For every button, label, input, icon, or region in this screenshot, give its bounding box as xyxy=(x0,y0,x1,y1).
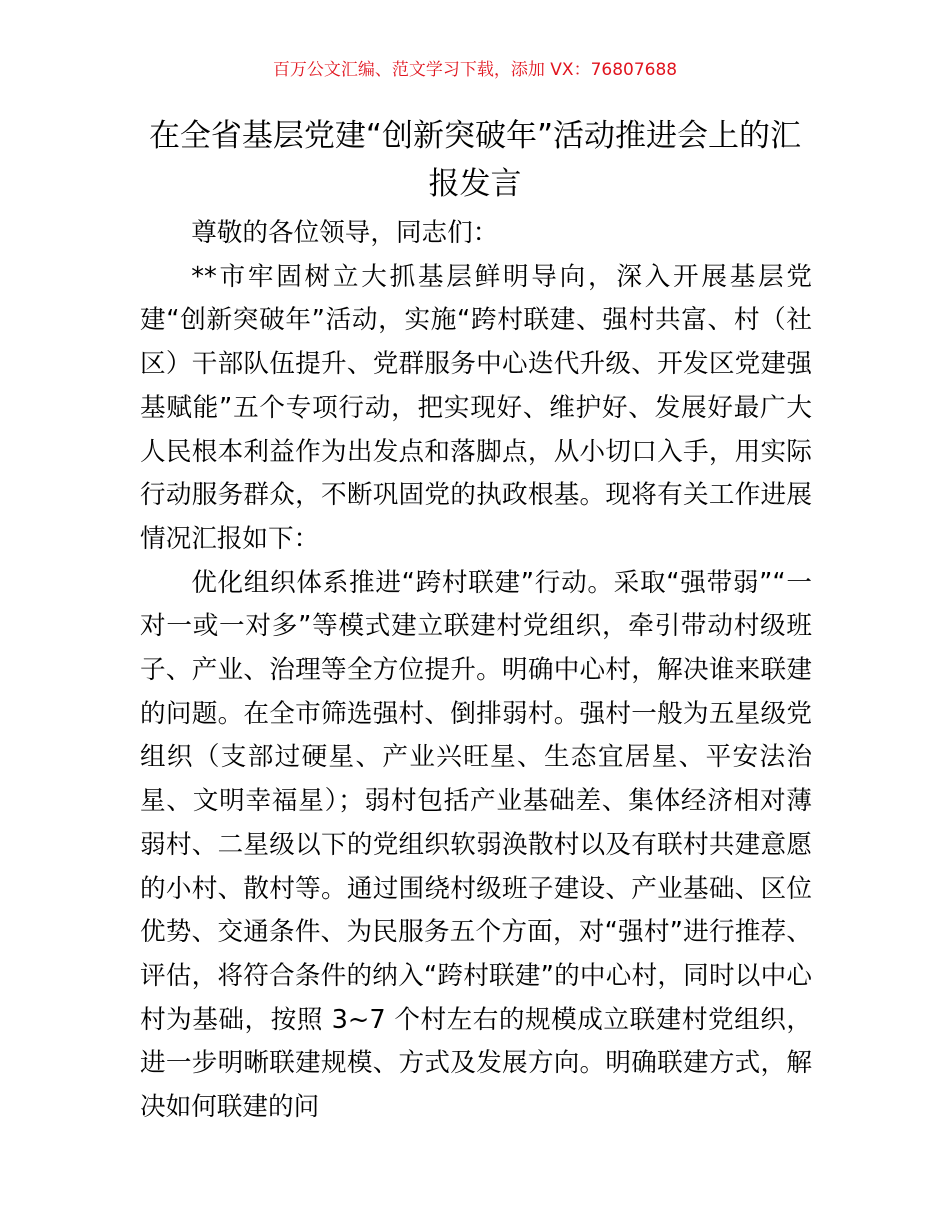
greeting-paragraph: 尊敬的各位领导，同志们： xyxy=(191,218,499,248)
intro-paragraph: **市牢固树立大抓基层鲜明导向，深入开展基层党建“创新突破年”活动，实施“跨村联建、强村共富、村（社区）干部队伍提升、党群服务中心迭代升级、开发区党建强基赋能”五个专项行动，把实现好、维护好、发展好最广大人民根本利益作为出发点和落脚点，从小切口入手，用实际行动服务群众，不断巩固党的执政根基。现将有关工作进展情况汇报如下： xyxy=(140,261,812,554)
document-title: 在全省基层党建“创新突破年”活动推进会上的汇报发言 xyxy=(148,118,802,202)
watermark-banner: 百万公文汇编、范文学习下载，添加 VX：76807688 xyxy=(272,60,678,80)
document-body xyxy=(140,212,812,1130)
body-paragraph-kuacun-lianjian: 优化组织体系推进“跨村联建”行动。采取“强带弱”“一对一或一对多”等模式建立联建村党组织，牵引带动村级班子、产业、治理等全方位提升。明确中心村，解决谁来联建的问题。在全市筛选强村、倒排弱村。强村一般为五星级党组织（支部过硬星、产业兴旺星、生态宜居星、平安法治星、文明幸福星）；弱村包括产业基础差、集体经济相对薄弱村、二星级以下的党组织软弱涣散村以及有联村共建意愿的小村、散村等。通过围绕村级班子建设、产业基础、区位优势、交通条件、为民服务五个方面，对“强村”进行推荐、评估，将符合条件的纳入“跨村联建”的中心村，同时以中心村为基础，按照 3~7 个村左右的规模成立联建村党组织，进一步明晰联建规模、方式及发展方向。明确联建方式，解决如何联建的问 xyxy=(140,567,812,1123)
